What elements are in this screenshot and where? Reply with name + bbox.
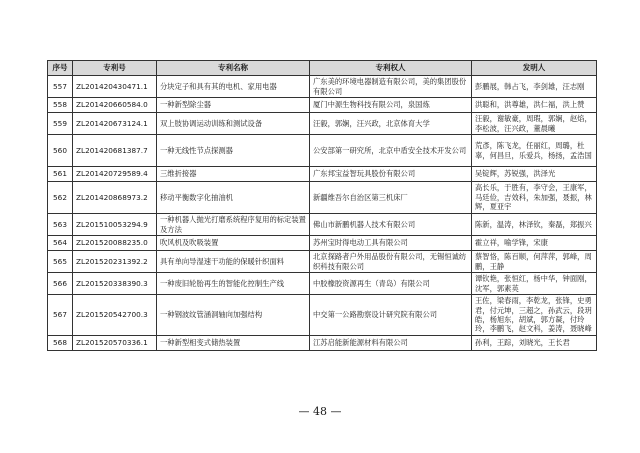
cell-patent-no: ZL201520338390.3 [73,273,157,295]
cell-inventors: 洪聪和，洪尊雄，洪仁福，洪上赞 [472,98,597,113]
cell-patent-no: ZL201520088235.0 [73,236,157,251]
cell-patent-no: ZL201520570336.1 [73,336,157,351]
table-row [48,214,597,236]
cell-patent-no: ZL201420729589.4 [73,167,157,182]
cell-patent-holder: 公安部第一研究所，北京中盾安全技术开发公司 [310,135,472,167]
cell-patent-holder: 广东美的环境电器制造有限公司，美的集团股份有限公司 [310,76,472,98]
header-seq: 序号 [48,61,73,76]
table-row [48,113,597,135]
cell-inventors: 霍立祥，喻学锋，宋康 [472,236,597,251]
table-row [48,295,597,336]
cell-patent-no: ZL201510053294.9 [73,214,157,236]
cell-seq: 557 [48,76,73,98]
cell-patent-holder: 苏州宝时得电动工具有限公司 [310,236,472,251]
cell-patent-no: ZL201420660584.0 [73,98,157,113]
cell-patent-no: ZL201420430471.1 [73,76,157,98]
header-patent-holder: 专利权人 [310,61,472,76]
cell-patent-name: 分块定子和具有其的电机、家用电器 [157,76,310,98]
cell-patent-name: 双上肢协调运动训练和测试设备 [157,113,310,135]
header-patent-no: 专利号 [73,61,157,76]
table-row [48,76,597,98]
cell-seq: 568 [48,336,73,351]
cell-patent-holder: 江苏启能新能源材料有限公司 [310,336,472,351]
cell-inventors: 吴锭辉，苏锐强，洪泽光 [472,167,597,182]
cell-seq: 563 [48,214,73,236]
cell-patent-name: 移动平衡数字化抽油机 [157,182,310,214]
cell-patent-name: 三维折接器 [157,167,310,182]
cell-inventors: 荒彥，陈飞龙，任丽红，周璐，杜辜，何昌旦，乐爱兵，杨扬，孟浩国 [472,135,597,167]
table-row [48,336,597,351]
cell-patent-no: ZL201420673124.1 [73,113,157,135]
cell-patent-name: 一种机器人抛光打磨系统程序复用的标定装置及方法 [157,214,310,236]
cell-inventors: 彭鹏展，韩占飞，李剑雄，汪志刚 [472,76,597,98]
cell-patent-holder: 新疆维吾尔自治区第三机床厂 [310,182,472,214]
cell-inventors: 高长乐，于胜有，李守会，王康军，马廷俭，吉效科，朱加强，聂振，林辉，夏亚宇 [472,182,597,214]
cell-seq: 558 [48,98,73,113]
cell-inventors: 谭钦艳，张恒红，杨中华，钟面刚，沈军，郭素英 [472,273,597,295]
cell-seq: 564 [48,236,73,251]
table-row [48,273,597,295]
cell-seq: 560 [48,135,73,167]
cell-seq: 566 [48,273,73,295]
cell-patent-holder: 厦门中源生物科技有限公司，泉国炼 [310,98,472,113]
cell-inventors: 汪毅，谢敏豪，周瑕，郭娴，赵焰，李松波，汪兴政，董晨曦 [472,113,597,135]
table-row [48,236,597,251]
cell-patent-name: 一种钢波纹管涵洞轴向加强结构 [157,295,310,336]
cell-inventors: 陈新，温涛，林泽钦，秦磊，郑振兴 [472,214,597,236]
page-number: — 48 — [298,405,342,418]
cell-inventors: 王佐，梁春雨，李乾龙，张锋，史勇君，付元坤，三超之，孙武云，段玥皓，杨旭东，胡斌，郭方凝，付玲玲，李鹏飞，赵文科，姜涛，聂晓峰 [472,295,597,336]
cell-patent-holder: 中胶橡胶资源再生（青岛）有限公司 [310,273,472,295]
cell-patent-name: 一种废旧轮胎再生的智能化控制生产线 [157,273,310,295]
table-row [48,98,597,113]
cell-patent-holder: 广东邦宝益智玩具股份有限公司 [310,167,472,182]
patent-table [47,60,597,351]
header-patent-name: 专利名称 [157,61,310,76]
table-row [48,167,597,182]
cell-seq: 561 [48,167,73,182]
table-row [48,182,597,214]
cell-patent-no: ZL201420868973.2 [73,182,157,214]
cell-patent-name: 具有单向导湿速干功能的保暖针织面料 [157,251,310,273]
cell-patent-name: 一种新型除尘器 [157,98,310,113]
cell-patent-holder: 佛山市新鹏机器人技术有限公司 [310,214,472,236]
cell-seq: 562 [48,182,73,214]
cell-inventors: 蔡智恪，陈百顺，何萍萍，郭峰，周鹏，王静 [472,251,597,273]
header-inventors: 发明人 [472,61,597,76]
cell-patent-holder: 中交第一公路勘察设计研究院有限公司 [310,295,472,336]
cell-inventors: 孙利，王踪，刘晓光，王长君 [472,336,597,351]
cell-seq: 559 [48,113,73,135]
cell-seq: 567 [48,295,73,336]
cell-patent-name: 一种新型相变式储热装置 [157,336,310,351]
table-row [48,251,597,273]
cell-patent-name: 吹风机及吹吸装置 [157,236,310,251]
cell-patent-holder: 北京探路者户外用品股份有限公司，无锡恒诚纺织科技有限公司 [310,251,472,273]
table-row [48,135,597,167]
header-row [48,61,597,76]
cell-patent-no: ZL201520231392.2 [73,251,157,273]
cell-patent-no: ZL201520542700.3 [73,295,157,336]
cell-seq: 565 [48,251,73,273]
cell-patent-name: 一种无线性节点探测器 [157,135,310,167]
cell-patent-holder: 汪毅，郭娴，汪兴政，北京体育大学 [310,113,472,135]
cell-patent-no: ZL201420681387.7 [73,135,157,167]
